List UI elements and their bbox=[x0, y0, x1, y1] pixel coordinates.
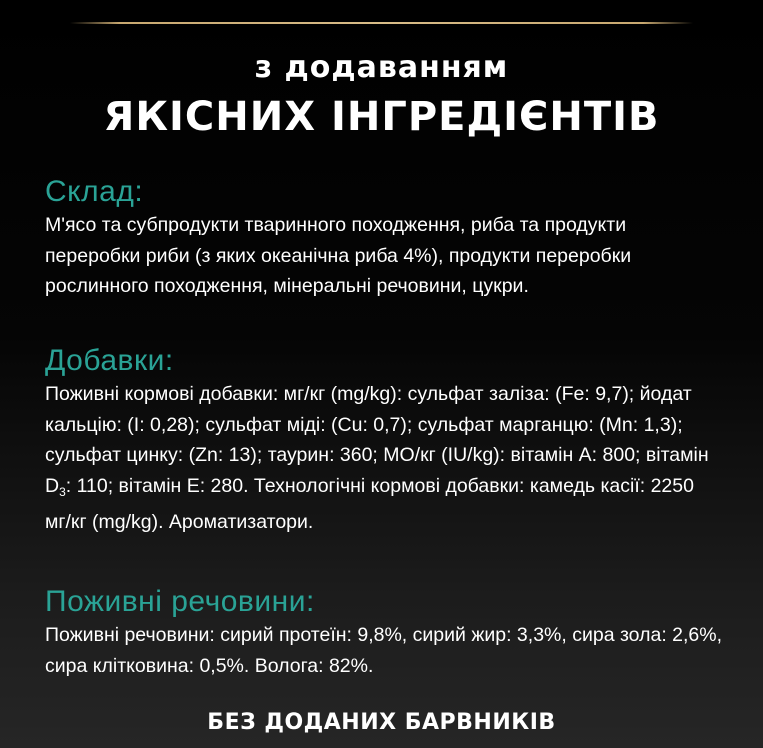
additives-text-part1: Поживні кормові добавки: мг/кг (mg/kg): сульфат заліза: (Fe: 9,7); йодат кальцію: (I: 0,28); сульфат міді: (Cu: 0,7); сульфат марганцю: (Mn: 1,3); сульфат цинку: (Zn: 13); таурин: 360; МО/кг (IU/kg): вітамін А: 800; вітамін D bbox=[45, 383, 709, 497]
composition-section bbox=[45, 176, 725, 302]
headline-subtitle: з додаванням bbox=[254, 50, 509, 85]
nutrients-title: Поживні речовини: bbox=[45, 585, 315, 618]
additives-text bbox=[45, 379, 725, 538]
additives-section bbox=[45, 345, 725, 538]
composition-title: Склад: bbox=[45, 175, 144, 208]
additives-text-part2: : 110; вітамін Е: 280. Технологічні кормові добавки: камедь касії: 2250 мг/кг (mg/kg). Ароматизатори. bbox=[45, 474, 694, 533]
additives-title: Добавки: bbox=[45, 344, 174, 377]
composition-text: М'ясо та субпродукти тваринного походження, риба та продукти переробки риби (з яких океанічна риба 4%), продукти переробки рослинного походження, мінеральні речовини, цукри. bbox=[45, 214, 632, 297]
nutrients-section bbox=[45, 586, 725, 681]
no-dyes-claim: БЕЗ ДОДАНИХ БАРВНИКІВ bbox=[207, 710, 556, 735]
vitamin-d-subscript: 3 bbox=[59, 484, 66, 499]
nutrients-text: Поживні речовини: сирий протеїн: 9,8%, сирий жир: 3,3%, сира зола: 2,6%, сира клітковина: 0,5%. Волога: 82%. bbox=[45, 624, 723, 677]
headline-title: ЯКІСНИХ ІНГРЕДІЄНТІВ bbox=[103, 94, 660, 140]
gold-divider-line bbox=[70, 22, 693, 24]
